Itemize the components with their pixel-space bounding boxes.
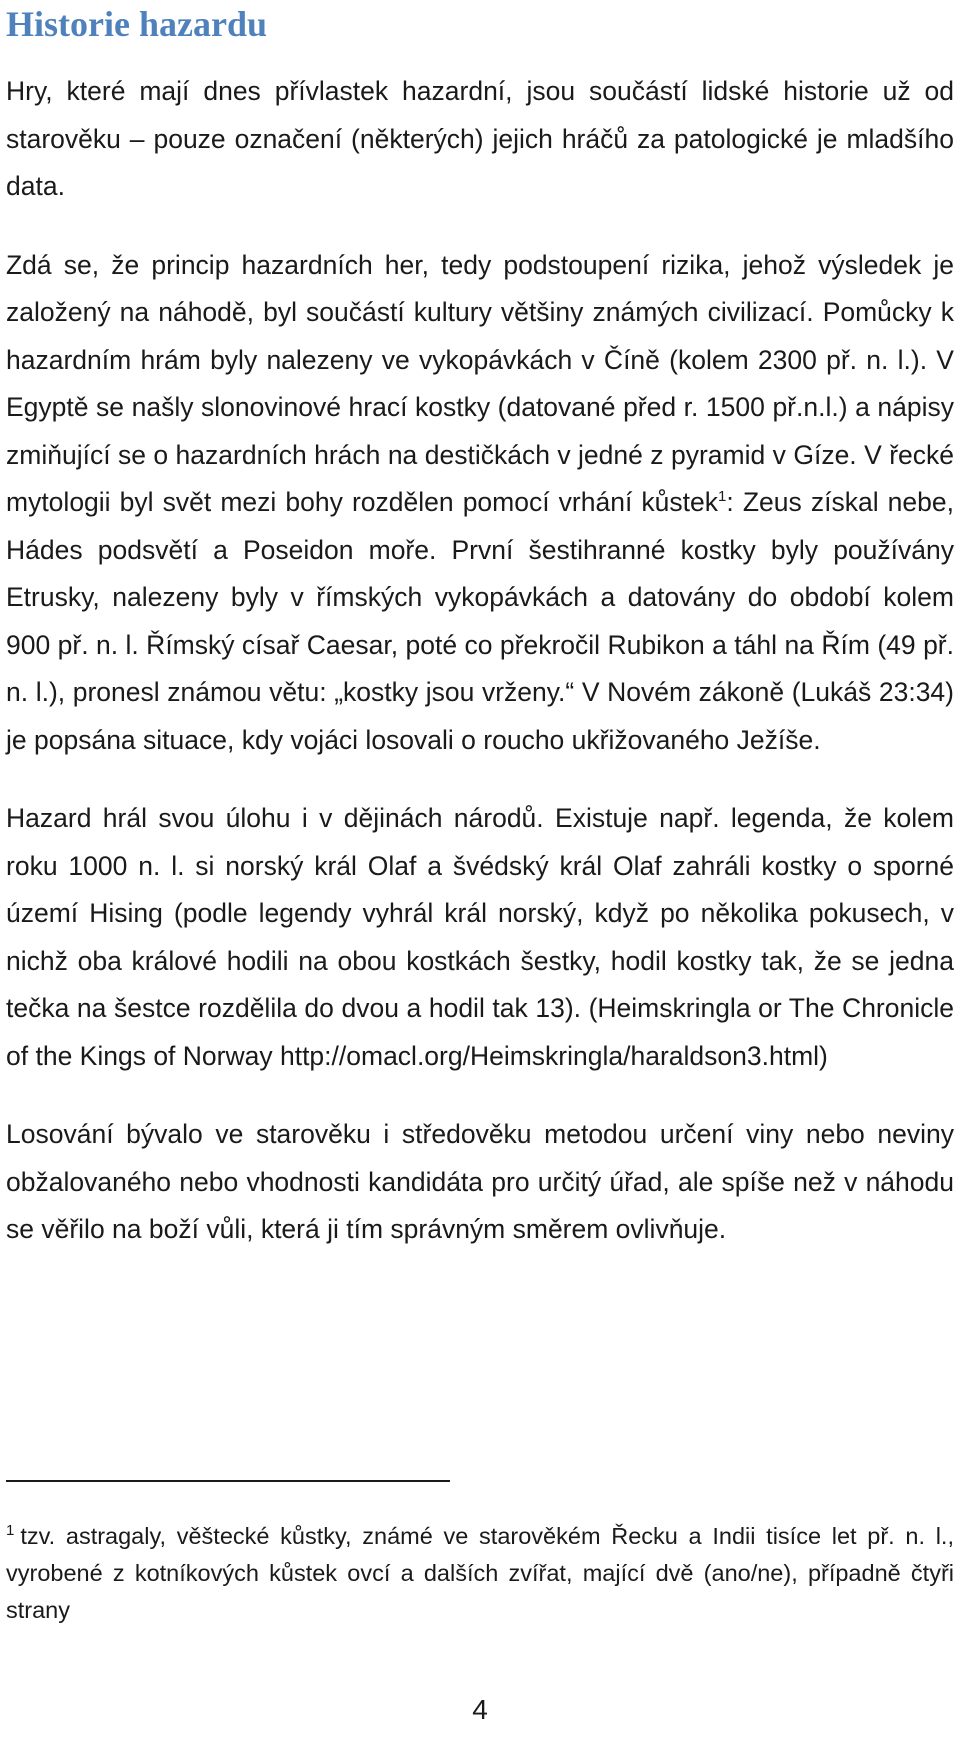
paragraph-intro: Hry, které mají dnes přívlastek hazardní, jsou součástí lidské historie už od starověku – pouze označení (některých) jejich hráčů za patologické je mladšího data. <box>6 76 954 201</box>
paragraph-history <box>6 242 954 765</box>
paragraph-lottery: Losování bývalo ve starověku i středověku metodou určení viny nebo neviny obžalovaného nebo vhodnosti kandidáta pro určitý úřad, ale spíše než v náhodu se věřilo na boží vůli, která ji tím správným směrem ovlivňuje. <box>6 1119 954 1244</box>
footnote-text: tzv. astragaly, věštecké kůstky, známé ve starověkém Řecku a Indii tisíce let př. n. l., vyrobené z kotníkových kůstek ovcí a dalších zvířat, mající dvě (ano/ne), případně čtyři strany <box>6 1523 954 1623</box>
paragraph-nations: Hazard hrál svou úlohu i v dějinách národů. Existuje např. legenda, že kolem roku 1000 n. l. si norský král Olaf a švédský král Olaf zahráli kostky o sporné území Hising (podle legendy vyhrál král norský, když po několika pokusech, v nichž oba králové hodili na obou kostkách šestky, hodil kostky tak, že se jedna tečka na šestce rozdělila do dvou a hodil tak 13). (Heimskringla or The Chronicle of the Kings of Norway http://omacl.org/Heimskringla/haraldson3.html) <box>6 803 954 1071</box>
footnote-number: 1 <box>6 1522 15 1540</box>
page-number: 4 <box>472 1694 488 1725</box>
document-page <box>6 0 954 1759</box>
page-title: Historie hazardu <box>6 4 267 44</box>
footnote-separator <box>6 1480 450 1482</box>
footnote <box>6 1518 954 1629</box>
paragraph-history-text-2: : Zeus získal nebe, Hádes podsvětí a Poseidon moře. První šestihranné kostky byly používány Etrusky, nalezeny byly v římských vykopávkách a datovány do období kolem 900 př. n. l. Římský císař Caesar, poté co překročil Rubikon a táhl na Řím (49 př. n. l.), pronesl známou větu: „kostky jsou vrženy.“ V Novém zákoně (Lukáš 23:34) je popsána situace, kdy vojáci losovali o roucho ukřižovaného Ježíše. <box>6 487 954 755</box>
footnote-reference: 1 <box>718 488 727 506</box>
paragraph-history-text-1: Zdá se, že princip hazardních her, tedy podstoupení rizika, jehož výsledek je založený na náhodě, byl součástí kultury většiny známých civilizací. Pomůcky k hazardním hrám byly nalezeny ve vykopávkách v Číně (kolem 2300 př. n. l.). V Egyptě se našly slonovinové hrací kostky (datované před r. 1500 př.n.l.) a nápisy zmiňující se o hazardních hrách na destičkách v jedné z pyramid v Gíze. V řecké mytologii byl svět mezi bohy rozdělen pomocí vrhání kůstek <box>6 249 954 517</box>
